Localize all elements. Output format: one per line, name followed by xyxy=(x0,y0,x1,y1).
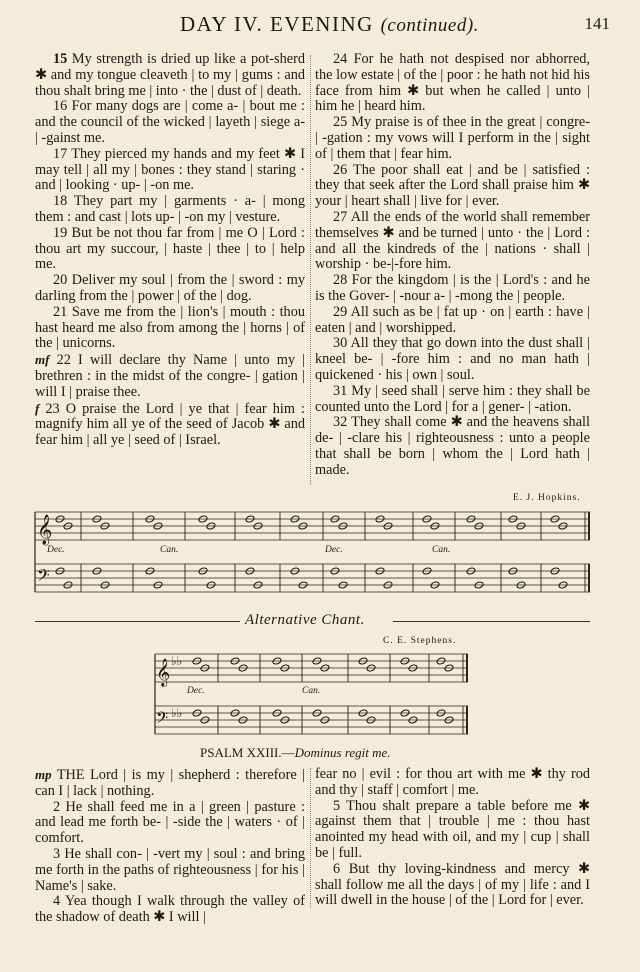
verse: 29 All such as be | fat up · on | earth : have | eaten | and | worshipped. xyxy=(315,303,590,336)
verse: 30 All they that go down into the dust shall | kneel be- | -fore him : and no man hath | quickened · his | own | soul. xyxy=(315,335,590,383)
title-main: DAY IV. EVENING xyxy=(180,12,374,36)
psalm-latin-title: Dominus regit me. xyxy=(294,745,391,760)
verse: 19 But be not thou far from | me O | Lord : thou art my succour, | haste | thee | to | help me. xyxy=(35,224,305,273)
psalm22-right-column xyxy=(315,52,590,479)
verse: 25 My praise is of thee in the great | congre- | -gation : my vows will I perform in the | sight of | them that | fear him. xyxy=(315,114,590,162)
treble-staff xyxy=(155,654,468,682)
title-continued: (continued). xyxy=(380,15,479,36)
psalm22-left-column xyxy=(35,52,305,449)
verse: 24 For he hath not despised nor abhorred, the low estate | of the | poor : he hath not hid his face from him ✱ but when he called | unto | him he | heard him. xyxy=(315,51,591,115)
verse: mp THE Lord | is my | shepherd : therefore | can I | lack | nothing. xyxy=(35,767,306,799)
barlines xyxy=(218,654,467,734)
rule-left xyxy=(35,621,240,622)
bass-staff xyxy=(155,706,468,734)
verse: 18 They part my | garments · a- | mong them : and cast | lots up- | -on my | vesture. xyxy=(35,193,305,225)
flat-sign-icon: ♭♭ xyxy=(171,654,183,668)
composer-hopkins: E. J. Hopkins. xyxy=(513,493,581,503)
label-dec: Dec. xyxy=(187,686,205,696)
psalm-number: PSALM XXIII.— xyxy=(200,745,295,760)
dynamic-mark: f xyxy=(35,400,40,416)
dynamic-mark: mp xyxy=(35,767,52,782)
verse: 5 Thou shalt prepare a table before me ✱ against them that | trouble | me : thou hast anointed my head with oil, and my | cup | shall be | full. xyxy=(315,797,590,861)
verse: 28 For the kingdom | is the | Lord's : and he is the Gover- | -nour a- | -mong the | people. xyxy=(315,272,590,304)
alternative-chant-title: Alternative Chant. xyxy=(245,612,365,628)
chant-notes xyxy=(192,657,454,724)
dynamic-mark: mf xyxy=(35,352,50,368)
verse: 21 Save me from the | lion's | mouth : thou hast heard me also from among the | horns | of the | unicorns. xyxy=(35,303,305,352)
verse: 6 But thy loving-kindness and mercy ✱ shall follow me all the days | of my | life : and I will dwell in the house | of the | Lord for | ever. xyxy=(315,860,590,909)
verse: mf 22 I will declare thy Name | unto my | brethren : in the midst of the congre- | gation | will I | praise thee. xyxy=(35,352,306,400)
rule-right xyxy=(393,621,590,622)
verse: 4 Yea though I walk through the valley of the shadow of death ✱ I will | xyxy=(35,893,305,926)
column-divider xyxy=(310,55,311,485)
label-dec: Dec. xyxy=(325,545,343,555)
column-divider xyxy=(310,768,311,908)
psalm23-left-column xyxy=(35,767,305,926)
psalm23-heading xyxy=(200,745,391,761)
verse: fear no | evil : for thou art with me ✱ thy rod and thy | staff | comfort | me. xyxy=(315,766,590,798)
flat-sign-icon: ♭♭ xyxy=(171,706,183,720)
verse: 27 All the ends of the world shall remember themselves ✱ and be turned | unto · the | Lord : and all the kindreds of the | nations · shall | worship · be-|-fore him. xyxy=(315,208,590,273)
psalm23-right-column xyxy=(315,767,590,909)
verse: 16 For many dogs are | come a- | bout me : and the council of the wicked | layeth | siege a- | -gainst me. xyxy=(35,98,305,146)
chant-hopkins-score xyxy=(35,508,590,608)
page-title xyxy=(180,12,479,37)
alternative-chant-heading xyxy=(35,612,590,630)
treble-clef-icon: 𝄞 xyxy=(37,515,53,544)
verse: 26 The poor shall eat | and be | satisfied : they that seek after the Lord shall praise him ✱ your | heart shall | live for | ever. xyxy=(315,161,590,210)
page-number: 141 xyxy=(584,14,610,33)
verse: 31 My | seed shall | serve him : they shall be counted unto the Lord | for a | gener- | -ation. xyxy=(315,382,590,415)
verse: 15 My strength is dried up like a pot-sherd ✱ and my tongue cleaveth | to my | gums : and thou shalt bring me | into · the | dust of | death. xyxy=(35,51,306,99)
verse: 20 Deliver my soul | from the | sword : my darling from the | power | of the | dog. xyxy=(35,272,306,304)
verse: f 23 O praise the Lord | ye that | fear him : magnify him all ye of the seed of Jacob ✱ and fear him | all ye | seed of | Israel. xyxy=(35,400,305,449)
verse: 32 They shall come ✱ and the heavens shall de- | -clare his | righteousness : unto a people that shall be born | whom the | Lord hath | made. xyxy=(315,414,590,478)
bass-clef-icon: 𝄢 xyxy=(156,710,169,731)
treble-clef-icon: 𝄞 xyxy=(156,660,171,686)
label-can: Can. xyxy=(302,686,321,696)
bass-staff xyxy=(35,564,590,592)
composer-stephens: C. E. Stephens. xyxy=(383,636,457,646)
verse: 2 He shall feed me in a | green | pasture : and lead me forth be- | -side the | waters · of | comfort. xyxy=(35,798,305,847)
verse: 3 He shall con- | -vert my | soul : and bring me forth in the paths of righteousness | for his | Name's | sake. xyxy=(35,845,305,894)
chant-stephens-score xyxy=(155,651,468,736)
verse: 17 They pierced my hands and my feet ✱ I may tell | all my | bones : they stand | staring · and | looking · up- | -on me. xyxy=(35,145,305,194)
bass-clef-icon: 𝄢 xyxy=(37,567,50,589)
label-can: Can. xyxy=(432,545,451,555)
page-header xyxy=(0,12,640,40)
label-dec: Dec. xyxy=(47,545,65,555)
label-can: Can. xyxy=(160,545,179,555)
treble-staff xyxy=(35,512,590,540)
